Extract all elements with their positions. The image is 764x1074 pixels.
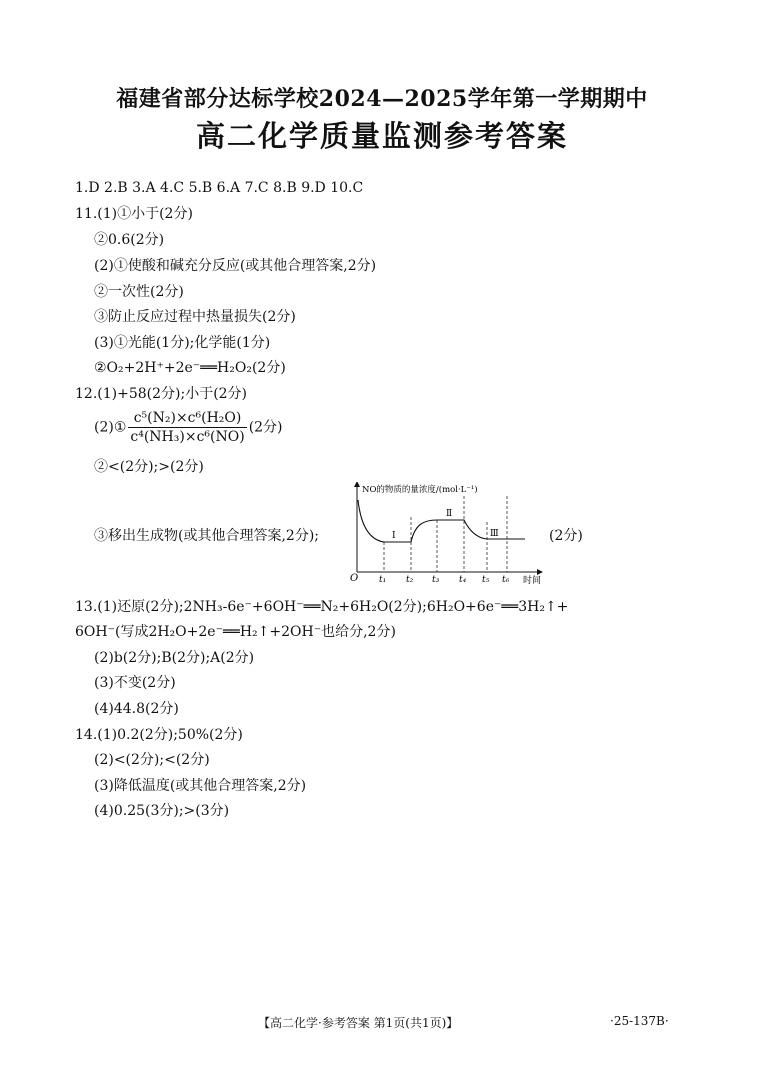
y-axis-label: NO的物质的量浓度/(mol·L⁻¹) — [362, 485, 478, 495]
q11-line2: ②0.6(2分) — [94, 232, 165, 248]
q13-line2: 6OH⁻(写成2H₂O+2e⁻══H₂↑+2OH⁻也给分,2分) — [75, 624, 396, 640]
q14-line1: 14.(1)0.2(2分);50%(2分) — [75, 727, 243, 743]
tick-t1: t₁ — [379, 575, 387, 585]
concentration-time-graph — [348, 482, 548, 587]
page-footer: 【高二化学·参考答案 第1页(共1页)】 — [258, 1016, 459, 1030]
tick-t3: t₃ — [432, 575, 440, 585]
q11-line1: 11.(1)①小于(2分) — [75, 206, 193, 222]
q13-line5: (4)44.8(2分) — [94, 701, 179, 717]
q12-line2 — [94, 409, 283, 446]
fraction-denominator: c⁴(NH₃)×c⁶(NO) — [130, 429, 245, 445]
dashed-guides — [384, 496, 507, 572]
region-1-label: Ⅰ — [392, 531, 396, 541]
q12-eq-score: (2分) — [248, 419, 283, 436]
q13-line1: 13.(1)还原(2分);2NH₃-6e⁻+6OH⁻══N₂+6H₂O(2分);6H₂O+6e⁻══3H₂↑+ — [75, 599, 569, 615]
q14-line2: (2)<(2分);<(2分) — [94, 752, 210, 768]
q11-line6: (3)①光能(1分);化学能(1分) — [94, 335, 271, 351]
q13-line4: (3)不变(2分) — [94, 675, 176, 691]
tick-t5: t₅ — [482, 575, 490, 585]
tick-t4: t₄ — [459, 575, 467, 585]
title-line1: 福建省部分达标学校2024—2025学年第一学期期中 — [116, 86, 648, 112]
q12-line4: ③移出生成物(或其他合理答案,2分); — [94, 528, 319, 544]
fraction-numerator: c⁵(N₂)×c⁶(H₂O) — [128, 409, 246, 428]
concentration-curve — [358, 500, 525, 542]
tick-t2: t₂ — [406, 575, 414, 585]
region-3-label: Ⅲ — [490, 529, 499, 539]
origin-label: O — [350, 573, 359, 584]
q11-line4: ②一次性(2分) — [94, 284, 184, 300]
q12-eq-prefix: (2)① — [94, 419, 127, 436]
q12-line1: 12.(1)+58(2分);小于(2分) — [75, 386, 248, 402]
document-code: ·25-137B· — [610, 1014, 669, 1028]
q12-line3: ②<(2分);>(2分) — [94, 459, 204, 475]
q14-line3: (3)降低温度(或其他合理答案,2分) — [94, 778, 307, 794]
equilibrium-constant-fraction — [128, 409, 246, 446]
x-axis-label: 时间 — [523, 576, 542, 586]
q11-line3: (2)①使酸和碱充分反应(或其他合理答案,2分) — [94, 258, 377, 274]
q14-line4: (4)0.25(3分);>(3分) — [94, 803, 230, 819]
title-line2: 高二化学质量监测参考答案 — [195, 119, 568, 153]
tick-t6: t₆ — [502, 575, 510, 585]
q12-graph-score: (2分) — [549, 528, 583, 544]
choice-answers: 1.D 2.B 3.A 4.C 5.B 6.A 7.C 8.B 9.D 10.C — [75, 180, 364, 196]
q11-line7: ②O₂+2H⁺+2e⁻══H₂O₂(2分) — [94, 360, 286, 376]
q11-line5: ③防止反应过程中热量损失(2分) — [94, 309, 296, 325]
q13-line3: (2)b(2分);B(2分);A(2分) — [94, 650, 255, 666]
region-2-label: Ⅱ — [446, 509, 453, 519]
